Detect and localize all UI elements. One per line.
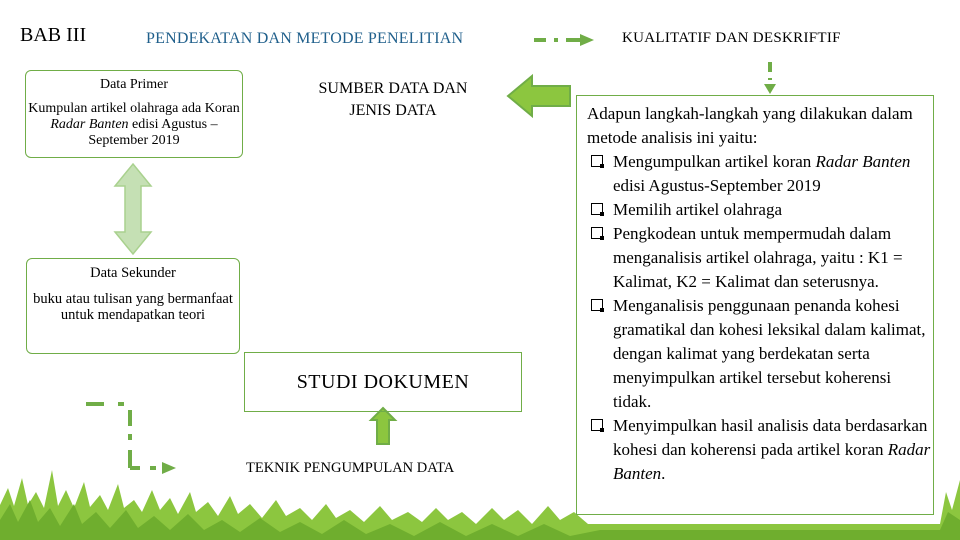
step-text-end: . (661, 464, 666, 483)
list-item (585, 222, 933, 294)
double-arrow-icon (115, 164, 151, 254)
step-italic: Radar Banten (815, 152, 911, 171)
page-title: PENDEKATAN DAN METODE PENELITIAN (146, 30, 464, 47)
step-text: Pengkodean untuk mempermudah dalam menganalisis artikel olahraga, yaitu : K1 = Kalimat, K2 = Kalimat dan seterusnya. (613, 224, 903, 291)
list-item (585, 198, 933, 222)
list-item (585, 414, 933, 486)
checkbox-bullet-icon (591, 155, 603, 167)
step-italic: Radar Banten (613, 440, 931, 483)
primary-data-heading: Data Primer (99, 77, 169, 92)
checkbox-bullet-icon (591, 419, 603, 431)
checkbox-bullet-icon (591, 227, 603, 239)
checkbox-bullet-icon (591, 299, 603, 311)
study-document-box: STUDI DOKUMEN (244, 352, 522, 412)
primary-data-text-end: edisi Agustus – September 2019 (88, 117, 218, 148)
analysis-steps-box (576, 95, 934, 515)
analysis-intro: Adapun langkah-langkah yang dilakukan dalam metode analisis ini yaitu: (587, 104, 913, 147)
approach-label: KUALITATIF DAN DESKRIFTIF (622, 30, 841, 46)
secondary-data-box (26, 258, 240, 354)
primary-data-description (26, 101, 242, 149)
chapter-label: BAB III (20, 24, 87, 46)
step-text: Menganalisis penggunaan penanda kohesi gramatikal dan kohesi leksikal dalam kalimat, dengan kalimat yang berdekatan serta menyimpulkan artikel tersebut koherensi tidak. (613, 296, 926, 411)
data-source-label: SUMBER DATA DAN JENIS DATA (318, 80, 468, 119)
primary-data-text: Kumpulan artikel olahraga ada Koran (28, 101, 240, 116)
dashed-arrow-approach-to-steps (764, 62, 776, 94)
dashed-elbow-arrow (86, 404, 176, 474)
analysis-steps-list (577, 150, 933, 486)
technique-label: TEKNIK PENGUMPULAN DATA (246, 460, 455, 476)
step-text-end: edisi Agustus-September 2019 (613, 176, 821, 195)
step-text: Memilih artikel olahraga (613, 200, 782, 219)
checkbox-bullet-icon (591, 203, 603, 215)
arrow-up-icon (371, 408, 395, 444)
dashed-arrow-title-to-approach (534, 34, 594, 46)
secondary-data-description: buku atau tulisan yang bermanfaat untuk mendapatkan teori (33, 291, 233, 323)
primary-data-italic: Radar Banten (50, 117, 129, 132)
step-text: Mengumpulkan artikel koran (613, 152, 816, 171)
primary-data-box (25, 70, 243, 158)
arrow-left-icon (508, 76, 570, 116)
list-item (585, 294, 933, 414)
secondary-data-heading: Data Sekunder (90, 265, 176, 281)
list-item (585, 150, 933, 198)
step-text: Menyimpulkan hasil analisis data berdasarkan kohesi dan koherensi pada artikel koran (613, 416, 928, 459)
